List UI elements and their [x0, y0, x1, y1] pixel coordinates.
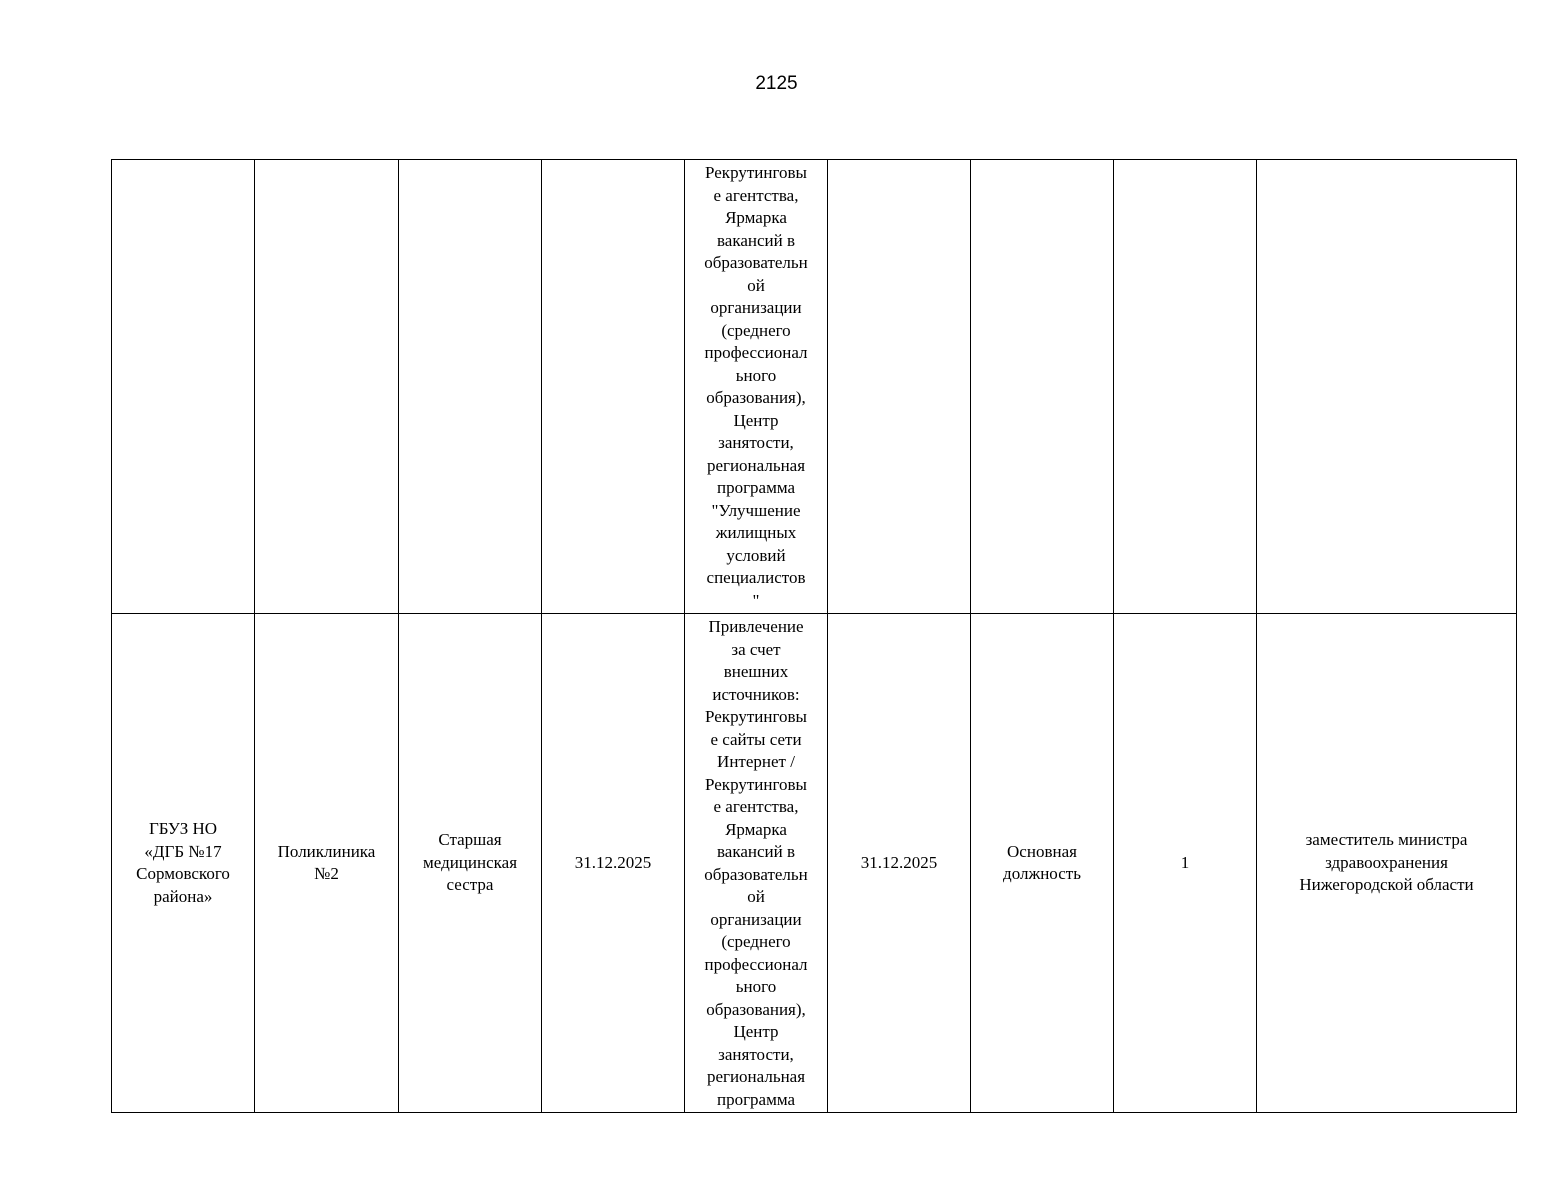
methods-cell: Рекрутинговы е агентства, Ярмарка вакансий в образовательн ой организации (среднего профессионал ьного образования), Центр занятости, региональная программа "Улучшение жилищных условий специалистов " [685, 160, 828, 614]
position-type-cell: Основная должность [971, 614, 1114, 1113]
count-cell: 1 [1114, 614, 1257, 1113]
count-cell [1114, 160, 1257, 614]
organization-cell: ГБУЗ НО «ДГБ №17 Сормовского района» [112, 614, 255, 1113]
subdivision-cell: Поликлиника №2 [255, 614, 399, 1113]
page-number: 2125 [755, 73, 798, 94]
position-cell [399, 160, 542, 614]
date-from-cell: 31.12.2025 [542, 614, 685, 1113]
responsible-cell: заместитель министра здравоохранения Нижегородской области [1257, 614, 1517, 1113]
date-from-cell [542, 160, 685, 614]
organization-cell [112, 160, 255, 614]
date-to-cell [828, 160, 971, 614]
date-to-cell: 31.12.2025 [828, 614, 971, 1113]
responsible-cell [1257, 160, 1517, 614]
methods-cell: Привлечение за счет внешних источников: Рекрутинговы е сайты сети Интернет / Рекрутинговы е агентства, Ярмарка вакансий в образовательн ой организации (среднего профессионал ьного образования), Центр занятости, региональная программа [685, 614, 828, 1113]
vacancy-table [111, 159, 1517, 1113]
table-row [112, 160, 1517, 614]
subdivision-cell [255, 160, 399, 614]
table-row [112, 614, 1517, 1113]
position-cell: Старшая медицинская сестра [399, 614, 542, 1113]
position-type-cell [971, 160, 1114, 614]
